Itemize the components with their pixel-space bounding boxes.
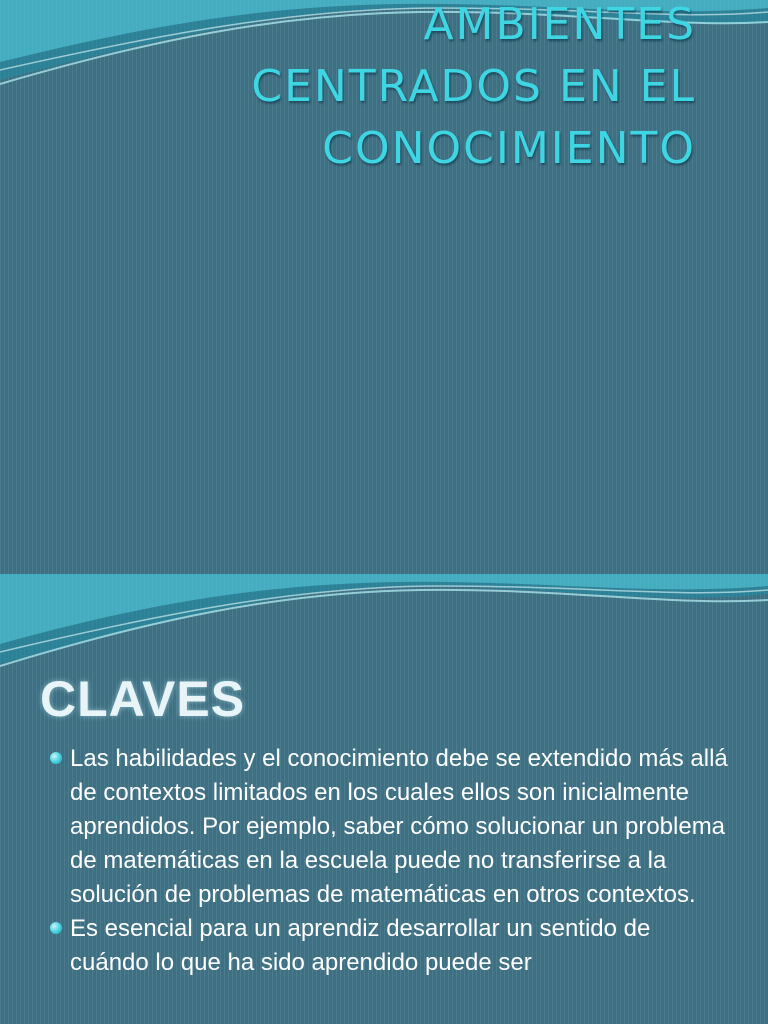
bullet-item <box>50 912 730 980</box>
bullet-item <box>50 742 730 912</box>
cyan-dot-bullet-icon <box>50 752 62 764</box>
section-heading: CLAVES <box>40 671 246 727</box>
slide-2 <box>0 574 768 1024</box>
bullet-text: Las habilidades y el conocimiento debe se extendido más allá de contextos limitados en los cuales ellos son inicialmente aprendidos. Por ejemplo, saber cómo solucionar un problema de matemáticas en la escuela puede no transferirse a la solución de problemas de matemáticas en otros contextos. <box>70 745 728 908</box>
cyan-dot-bullet-icon <box>50 922 62 934</box>
slide-title <box>251 0 696 180</box>
title-line-2: CENTRADOS EN EL <box>251 61 696 112</box>
wave-swoosh-icon <box>0 574 768 674</box>
title-line-1: AMBIENTES <box>423 0 696 50</box>
bullet-text: Es esencial para un aprendiz desarrollar un sentido de cuándo lo que ha sido aprendido puede ser <box>70 915 651 976</box>
bullet-list <box>50 742 730 980</box>
title-line-3: CONOCIMIENTO <box>322 123 696 174</box>
